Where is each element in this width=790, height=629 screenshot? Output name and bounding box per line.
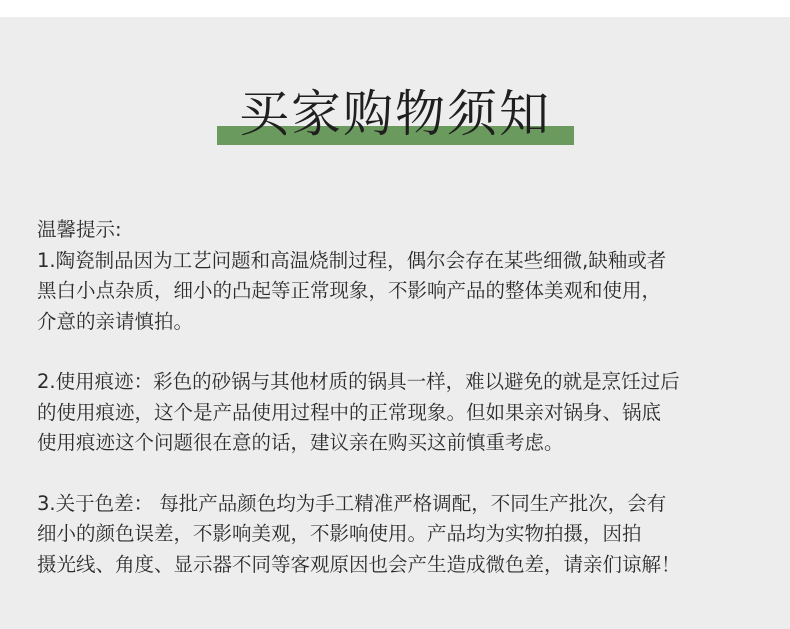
- notice-content: [37, 215, 767, 580]
- section-line: 3.关于色差： 每批产品颜色均为手工精准严格调配，不同生产批次，会有: [37, 491, 667, 515]
- section-line: 的使用痕迹，这个是产品使用过程中的正常现象。但如果亲对锅身、锅底: [37, 400, 662, 424]
- section-line: 黑白小点杂质，细小的凸起等正常现象，不影响产品的整体美观和使用，: [37, 279, 662, 302]
- page-title: 买家购物须知: [239, 85, 551, 143]
- paragraph-spacer: [37, 337, 767, 367]
- notice-panel: [0, 17, 790, 629]
- section-line: 使用痕迹这个问题很在意的话，建议亲在购买这前慎重考虑。: [37, 431, 564, 454]
- section-3: [37, 489, 767, 581]
- section-line: 细小的颜色误差，不影响美观，不影响使用。产品均为实物拍摄，因拍: [37, 522, 642, 545]
- title-block: [0, 81, 790, 151]
- section-line: 摄光线、角度、显示器不同等客观原因也会产生造成微色差，请亲们谅解！: [37, 552, 681, 576]
- section-2: [37, 367, 767, 459]
- paragraph-spacer: [37, 459, 767, 489]
- section-line: 1.陶瓷制品因为工艺问题和高温烧制过程，偶尔会存在某些细微,缺釉或者: [37, 248, 667, 272]
- intro-text: 温馨提示:: [37, 218, 122, 241]
- section-1: [37, 246, 767, 338]
- section-line: 2.使用痕迹：彩色的砂锅与其他材质的锅具一样，难以避免的就是烹饪过后: [37, 370, 680, 393]
- section-line: 介意的亲请慎拍。: [37, 309, 194, 333]
